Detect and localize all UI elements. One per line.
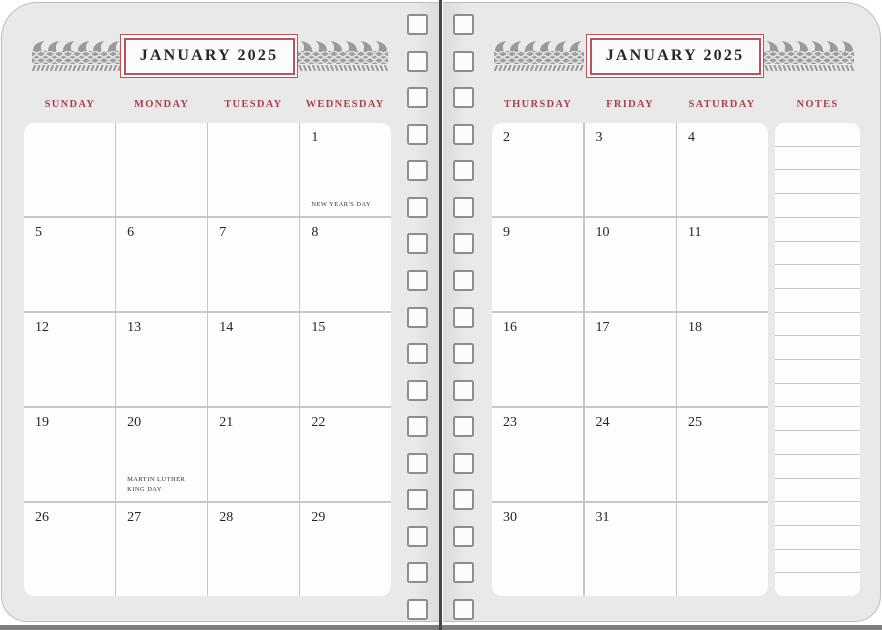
calendar-cell[interactable]	[300, 123, 391, 216]
punch-hole	[453, 14, 474, 35]
day-header-label: WEDNESDAY	[305, 99, 385, 110]
calendar-cell[interactable]	[208, 218, 299, 311]
calendar-cell[interactable]	[677, 408, 768, 501]
date-number: 19	[35, 414, 49, 430]
calendar-cell[interactable]	[24, 218, 115, 311]
day-header-label: TUESDAY	[224, 99, 283, 110]
date-number	[24, 123, 115, 130]
punch-hole	[453, 124, 474, 145]
date-number: 15	[311, 319, 326, 335]
calendar-cell[interactable]	[116, 408, 207, 501]
calendar-cell[interactable]	[116, 313, 207, 406]
notes-line[interactable]	[775, 313, 860, 337]
calendar-cell[interactable]	[208, 123, 299, 216]
notes-line[interactable]	[775, 147, 860, 171]
punch-hole	[407, 599, 428, 620]
ornament-band-right	[298, 41, 388, 71]
punch-hole	[407, 380, 428, 401]
month-title: JANUARY 2025	[590, 38, 761, 75]
date-number: 18	[688, 319, 702, 335]
date-number: 2	[503, 130, 510, 145]
calendar-grid-left	[24, 123, 391, 596]
punch-hole	[407, 453, 428, 474]
calendar-cell[interactable]	[492, 313, 583, 406]
notes-line[interactable]	[775, 194, 860, 218]
date-number: 26	[35, 509, 49, 525]
punch-hole	[453, 160, 474, 181]
punch-holes-column-right	[453, 14, 474, 620]
calendar-cell[interactable]	[585, 408, 676, 501]
notes-line[interactable]	[775, 526, 860, 550]
notes-line[interactable]	[775, 455, 860, 479]
date-number	[116, 123, 207, 130]
calendar-cell[interactable]	[492, 218, 583, 311]
punch-hole	[453, 87, 474, 108]
date-number: 30	[503, 509, 517, 525]
holiday-label: MARTIN LUTHER KING DAY	[127, 475, 186, 493]
calendar-cell[interactable]	[24, 123, 115, 216]
punch-hole	[453, 343, 474, 364]
month-title-box	[120, 34, 298, 78]
ornament-band-left	[494, 41, 584, 71]
punch-hole	[407, 343, 428, 364]
notes-line[interactable]	[775, 479, 860, 503]
calendar-cell[interactable]	[300, 313, 391, 406]
punch-hole	[407, 416, 428, 437]
calendar-cell[interactable]	[24, 408, 115, 501]
calendar-cell[interactable]	[585, 123, 676, 216]
punch-hole	[453, 416, 474, 437]
date-number: 12	[35, 319, 49, 335]
date-number	[677, 503, 768, 510]
calendar-cell[interactable]	[492, 123, 583, 216]
punch-hole	[453, 270, 474, 291]
punch-hole	[407, 14, 428, 35]
calendar-cell[interactable]	[116, 503, 207, 596]
calendar-cell[interactable]	[585, 503, 676, 596]
notes-column[interactable]	[775, 123, 860, 596]
date-number: 7	[219, 224, 227, 240]
date-number: 10	[595, 224, 610, 240]
date-number: 14	[219, 319, 234, 335]
punch-hole	[407, 51, 428, 72]
punch-hole	[407, 124, 428, 145]
calendar-cell[interactable]	[492, 408, 583, 501]
notes-line[interactable]	[775, 242, 860, 266]
notes-line[interactable]	[775, 550, 860, 574]
calendar-cell[interactable]	[208, 503, 299, 596]
date-number: 8	[311, 224, 319, 240]
calendar-cell[interactable]	[24, 313, 115, 406]
right-page	[443, 2, 881, 622]
notes-line[interactable]	[775, 431, 860, 455]
date-number: 16	[503, 319, 517, 335]
date-number: 4	[688, 130, 695, 145]
punch-hole	[453, 526, 474, 547]
date-number: 27	[127, 509, 142, 525]
date-number: 20	[127, 414, 142, 430]
date-number: 23	[503, 414, 517, 430]
gutter-line	[439, 0, 442, 630]
punch-hole	[453, 197, 474, 218]
holiday-label: NEW YEAR'S DAY	[311, 201, 372, 209]
calendar-cell[interactable]	[300, 408, 391, 501]
date-number: 21	[219, 414, 234, 430]
day-header-label: THURSDAY	[503, 99, 573, 110]
punch-hole	[407, 233, 428, 254]
date-number: 13	[127, 319, 142, 335]
calendar-cell[interactable]	[116, 218, 207, 311]
notes-line[interactable]	[775, 170, 860, 194]
notes-line[interactable]	[775, 573, 860, 596]
punch-hole	[453, 562, 474, 583]
notes-header: NOTES	[796, 99, 839, 110]
date-number: 3	[595, 130, 603, 145]
notes-line[interactable]	[775, 265, 860, 289]
month-title-box	[586, 34, 764, 78]
date-number: 11	[688, 224, 702, 240]
ornament-band-right	[764, 41, 854, 71]
punch-hole	[453, 453, 474, 474]
calendar-cell[interactable]	[677, 503, 768, 596]
punch-hole	[453, 233, 474, 254]
date-number: 28	[219, 509, 234, 525]
punch-hole	[453, 380, 474, 401]
day-header-label: SUNDAY	[44, 99, 96, 110]
day-header-label: FRIDAY	[606, 99, 654, 110]
calendar-cell[interactable]	[24, 503, 115, 596]
date-number	[208, 123, 299, 130]
date-number: 9	[503, 224, 510, 240]
date-number: 17	[595, 319, 610, 335]
notes-line[interactable]	[775, 360, 860, 384]
calendar-cell[interactable]	[208, 313, 299, 406]
punch-hole	[453, 51, 474, 72]
calendar-cell[interactable]	[677, 218, 768, 311]
day-header-label: SATURDAY	[688, 99, 756, 110]
punch-hole	[407, 160, 428, 181]
calendar-cell[interactable]	[116, 123, 207, 216]
date-number: 1	[311, 130, 319, 145]
date-number: 25	[688, 414, 702, 430]
month-title: JANUARY 2025	[124, 38, 295, 75]
punch-holes-column-left	[407, 14, 428, 620]
day-headers-left	[24, 99, 391, 115]
punch-hole	[407, 307, 428, 328]
ornament-band-left	[32, 41, 122, 71]
left-page	[1, 2, 439, 622]
notes-line[interactable]	[775, 123, 860, 147]
notes-line[interactable]	[775, 384, 860, 408]
notes-line[interactable]	[775, 218, 860, 242]
punch-hole	[453, 489, 474, 510]
date-number: 22	[311, 414, 326, 430]
calendar-cell[interactable]	[585, 218, 676, 311]
date-number: 5	[35, 224, 42, 240]
calendar-cell[interactable]	[492, 503, 583, 596]
punch-hole	[453, 307, 474, 328]
calendar-cell[interactable]	[677, 313, 768, 406]
punch-hole	[407, 270, 428, 291]
date-number: 6	[127, 224, 135, 240]
punch-hole	[407, 489, 428, 510]
day-headers-right	[492, 99, 768, 115]
date-number: 29	[311, 509, 326, 525]
calendar-cell[interactable]	[585, 313, 676, 406]
calendar-cell[interactable]	[677, 123, 768, 216]
notes-line[interactable]	[775, 336, 860, 360]
date-number: 24	[595, 414, 610, 430]
calendar-cell[interactable]	[300, 218, 391, 311]
notes-line[interactable]	[775, 407, 860, 431]
day-header-label: MONDAY	[134, 99, 190, 110]
punch-hole	[453, 599, 474, 620]
calendar-cell[interactable]	[300, 503, 391, 596]
date-number: 31	[595, 509, 610, 525]
calendar-grid-right	[492, 123, 768, 596]
punch-hole	[407, 87, 428, 108]
punch-hole	[407, 197, 428, 218]
notes-line[interactable]	[775, 289, 860, 313]
punch-hole	[407, 526, 428, 547]
punch-hole	[407, 562, 428, 583]
calendar-cell[interactable]	[208, 408, 299, 501]
notes-line[interactable]	[775, 502, 860, 526]
